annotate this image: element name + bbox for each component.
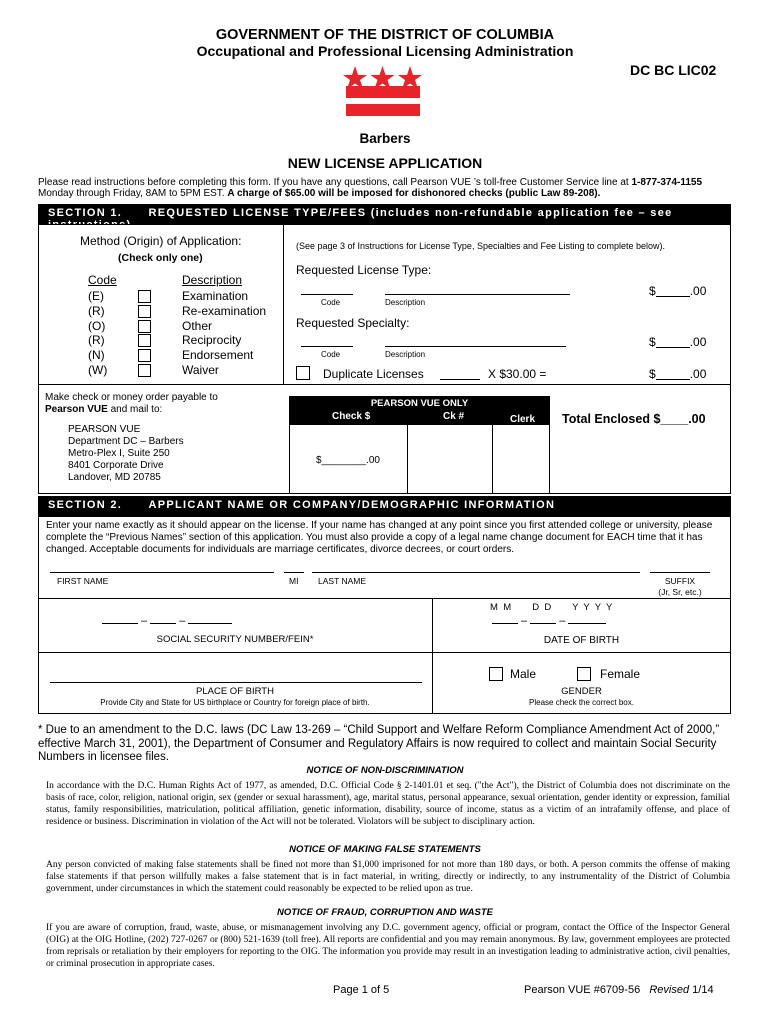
method-code: (R): [88, 303, 105, 318]
dishonored-check-notice: A charge of $65.00 will be imposed for dishonored checks (public Law 89-208).: [227, 188, 601, 199]
method-checkbox[interactable]: [138, 320, 151, 333]
ck-col-header: Ck #: [443, 411, 465, 422]
requested-type-label: Requested License Type:: [296, 263, 432, 277]
notice-title: NOTICE OF MAKING FALSE STATEMENTS: [289, 844, 481, 855]
method-description: Endorsement: [182, 348, 254, 363]
intro-line-1: Please read instructions before completing this form. If you have any questions, call Pearson VUE ’s toll-free Customer Service line at: [38, 177, 629, 188]
row-divider-2: [38, 652, 731, 653]
form-title: NEW LICENSE APPLICATION: [287, 155, 483, 171]
payable-line-2: and mail to:: [110, 404, 163, 415]
star-icon: [343, 66, 367, 89]
payable-payee: Pearson VUE: [45, 404, 108, 415]
section2-number: SECTION 2.: [48, 499, 123, 511]
duplicate-qty-line[interactable]: [440, 379, 480, 380]
office-divider-2: [492, 424, 493, 494]
cents: .00: [689, 284, 707, 298]
cents: .00: [689, 367, 707, 381]
requested-specialty-label: Requested Specialty:: [296, 316, 410, 330]
payable-note: [45, 392, 218, 416]
fees-box-bottom: [283, 384, 731, 385]
form-id: DC BC LIC02: [630, 62, 717, 78]
cents: .00: [689, 335, 707, 349]
revised-label: Revised: [649, 984, 690, 996]
notice-title: NOTICE OF NON-DISCRIMINATION: [306, 765, 464, 776]
agency-title: Occupational and Professional Licensing Administration: [196, 43, 574, 59]
star-icon: [371, 66, 395, 89]
form-revision: [524, 984, 714, 996]
flag-bar: [346, 104, 420, 116]
duplicate-fee: X $30.00 =: [488, 367, 547, 381]
dob-field[interactable]: – –: [492, 615, 606, 627]
address-line: Landover, MD 20785: [68, 472, 161, 483]
payable-line-1: Make check or money order payable to: [45, 392, 218, 403]
clerk-col-header: Clerk: [510, 414, 536, 425]
section1-number: SECTION 1.: [48, 207, 123, 219]
first-name-line[interactable]: [50, 572, 274, 573]
type-desc-line: [385, 294, 570, 295]
male-checkbox[interactable]: [489, 667, 503, 681]
method-description: Re-examination: [182, 303, 267, 318]
section2-title: APPLICANT NAME OR COMPANY/DEMOGRAPHIC INFORMATION: [148, 499, 556, 511]
method-description: Examination: [182, 289, 249, 303]
method-code: (O): [88, 318, 106, 333]
spec-code-caption: Code: [321, 350, 341, 359]
duplicate-total-field[interactable]: [649, 367, 706, 381]
ssn-field[interactable]: – –: [102, 615, 232, 627]
flag-bar: [346, 86, 420, 98]
gender-label: GENDER: [561, 686, 602, 697]
star-icon: [398, 66, 422, 89]
type-code-caption: Code: [321, 298, 341, 307]
intro-text: [38, 177, 738, 199]
method-checkbox[interactable]: [138, 305, 151, 318]
spec-desc-line: [385, 346, 566, 347]
check-amount: $________.00: [316, 455, 380, 466]
address-line: PEARSON VUE: [68, 424, 141, 435]
specialty-fee-field[interactable]: [649, 335, 706, 349]
method-checkbox[interactable]: [138, 349, 151, 362]
dob-label: DATE OF BIRTH: [543, 635, 620, 646]
section1-header: [38, 204, 731, 231]
see-page-note: (See page 3 of Instructions for License Type, Specialties and Fee Listing to complete below).: [296, 241, 666, 251]
dollar-sign: $: [649, 367, 656, 381]
duplicate-checkbox[interactable]: [296, 366, 310, 380]
method-label: Method (Origin) of Application:: [80, 234, 242, 248]
office-only-label: PEARSON VUE ONLY: [370, 398, 469, 409]
notice-body: In accordance with the D.C. Human Rights Act of 1977, as amended, D.C. Official Code § 2-1401.01 et seq. ("the Act"), the District of Columbia does not discriminate on the basis of race, color, religion, national origin, sex (gender or sexual harassment), age, marital status, personal appearance, sexual orientation, gender identity or expression, familial status, family responsibilities, matriculation, political affiliation, genetic information, disability, source of income, status as a victim of an intrafamily offense, and place of residence or business. Discrimination in violation of the Act will not be tolerated. Violators will be subject to disciplinary action.: [46, 781, 730, 827]
method-description: Reciprocity: [182, 333, 242, 348]
pob-line[interactable]: [50, 682, 422, 683]
intro-line-2: Monday through Friday, 8AM to 5PM EST.: [38, 188, 225, 199]
address-line: Department DC – Barbers: [68, 436, 184, 447]
suffix-label: SUFFIX: [664, 576, 696, 586]
section1-divider: [283, 224, 284, 384]
method-box-bottom: [38, 384, 288, 385]
type-code-line: [301, 294, 353, 295]
notice-body: Any person convicted of making false statements shall be fined not more than $1,000 imprisoned for not more than 180 days, or both. A person commits the offense of making false statements if that person willfully makes a false statement that is in fact material, in writing, directly or indirectly, to any instrumentality of the District of Columbia government, under circumstances in which the statement could reasonably be expected to be relied upon as true.: [46, 860, 730, 894]
last-name-line[interactable]: [312, 572, 640, 573]
first-name-label: FIRST NAME: [57, 576, 109, 586]
ssn-label: SOCIAL SECURITY NUMBER/FEIN*: [156, 634, 314, 645]
total-enclosed[interactable]: Total Enclosed $____.00: [562, 412, 706, 426]
mi-label: MI: [289, 576, 299, 586]
male-label: Male: [510, 667, 537, 681]
gov-title: GOVERNMENT OF THE DISTRICT OF COLUMBIA: [215, 27, 555, 43]
row-divider-1: [38, 598, 731, 599]
method-checkbox[interactable]: [138, 364, 151, 377]
method-code: (R): [88, 333, 105, 348]
description-header: Description: [182, 273, 243, 287]
notice-title: NOTICE OF FRAUD, CORRUPTION AND WASTE: [276, 907, 494, 918]
method-description: Waiver: [182, 363, 219, 377]
section2-instructions: Enter your name exactly as it should appear on the license. If your name has changed at any point since you first attended college or university, please complete the “Previous Names” section of this application. You must also provide a copy of a legal name change document for EACH time that it has changed. Acceptable documents for individuals are marriage certificates, divorce decrees, or court orders.: [46, 520, 713, 555]
dc-flag-logo: [340, 64, 425, 124]
pob-label: PLACE OF BIRTH: [196, 686, 274, 697]
pob-note: Provide City and State for US birthplace or Country for foreign place of birth.: [100, 698, 370, 707]
section1-title: REQUESTED LICENSE TYPE/FEES (includes non-refundable application fee – see instructions): [48, 207, 673, 231]
dollar-sign: $: [649, 335, 656, 349]
ssn-footnote: * Due to an amendment to the D.C. laws (DC Law 13-269 – “Child Support and Welfare Reform Compliance Amendment Act of 2000,” effective March 31, 2001), the Department of Consumer and Regulatory Affairs is now required to collect and maintain Social Security Numbers in licensee files.: [38, 724, 720, 763]
suffix-line[interactable]: [650, 572, 710, 573]
address-line: 8401 Corporate Drive: [68, 460, 164, 471]
mailing-address: [68, 424, 184, 484]
last-name-label: LAST NAME: [318, 576, 367, 586]
check-one-note: (Check only one): [118, 252, 203, 264]
dollar-sign: $: [649, 284, 656, 298]
female-checkbox[interactable]: [577, 667, 591, 681]
office-divider-1: [407, 424, 408, 494]
type-fee-field[interactable]: [649, 284, 706, 298]
method-code: (E): [88, 289, 104, 303]
page-number: Page 1 of 5: [333, 984, 390, 996]
revision-date: 1/14: [692, 984, 714, 996]
method-code: (N): [88, 348, 105, 363]
phone-number: 1-877-374-1155: [631, 177, 703, 188]
form-number: Pearson VUE #6709-56: [524, 984, 641, 996]
suffix-example: (Jr, Sr, etc.): [658, 587, 702, 597]
section2-header: [38, 496, 731, 516]
dob-format: M M D D Y Y Y Y: [490, 602, 613, 613]
method-checkbox[interactable]: [138, 334, 151, 347]
check-col-header: Check $: [332, 411, 371, 422]
method-checkbox[interactable]: [138, 290, 151, 303]
gender-note: Please check the correct box.: [529, 698, 634, 707]
type-desc-caption: Description: [385, 298, 426, 307]
spec-code-line: [301, 346, 353, 347]
mi-line[interactable]: [284, 572, 304, 573]
female-label: Female: [600, 667, 641, 681]
duplicate-label: Duplicate Licenses: [323, 367, 424, 381]
notice-body: If you are aware of corruption, fraud, waste, abuse, or mismanagement involving any D.C. government agency, official or program, contact the Office of the Inspector General (OIG) at the OIG Hotline, (202) 727-0267 or (800) 521-1639 (toll free). All reports are confidential and you may remain anonymous. By law, government employees are protected from reprisals or retaliation by their employers for reporting to the OIG. The information you provide may result in an investigation leading to administrative action, civil penalties, or criminal prosecution in appropriate cases.: [46, 923, 730, 969]
board-name: Barbers: [359, 131, 411, 146]
address-line: Metro-Plex I, Suite 250: [68, 448, 170, 459]
code-header: Code: [88, 273, 117, 287]
spec-desc-caption: Description: [385, 350, 426, 359]
method-code: (W): [88, 363, 108, 377]
method-description: Other: [182, 318, 213, 333]
